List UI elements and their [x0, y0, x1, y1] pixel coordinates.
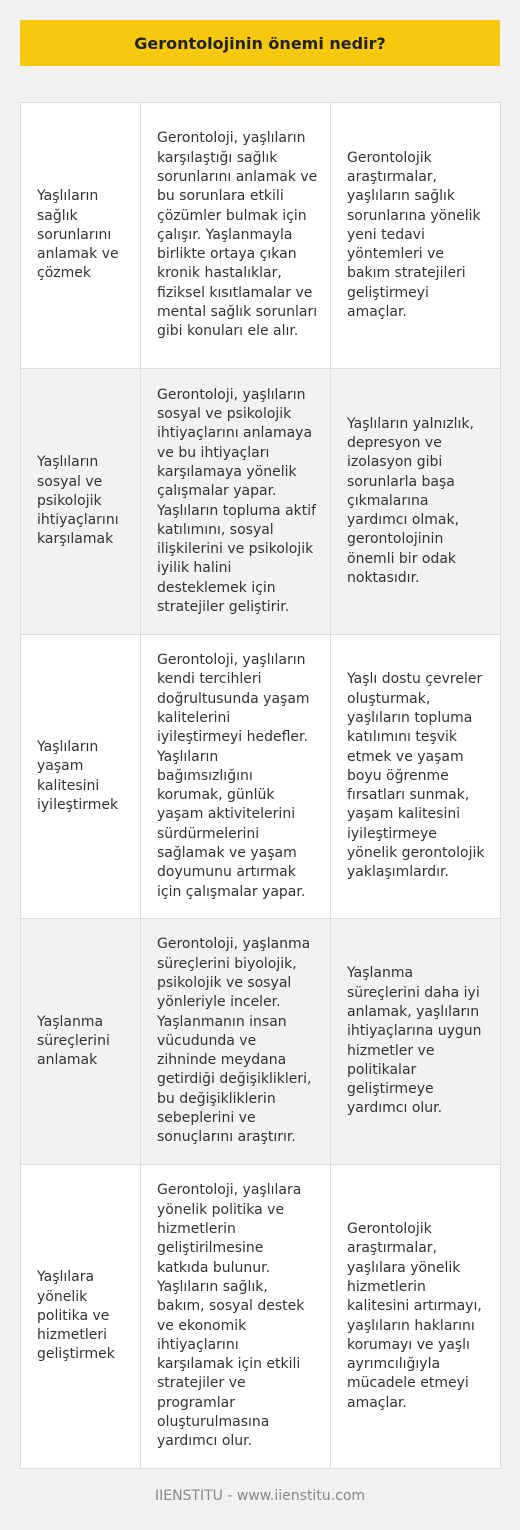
row-description: Gerontoloji, yaşlıların karşılaştığı sağlık sorunlarını anlamak ve bu sorunlara etkili çözümler bulmak için çalışır. Yaşlanmayla birlikte ortaya çıkan kronik hastalıklar, fiziksel kısıtlamalar ve mental sağlık sorunları gibi konuları ele alır. [141, 103, 331, 369]
footer-text: IIENSTITU - www.iienstitu.com [154, 1488, 366, 1504]
row-heading: Yaşlılara yönelik politika ve hizmetleri geliştirmek [21, 1165, 141, 1469]
content-table [20, 102, 501, 1469]
row-heading: Yaşlıların sosyal ve psikolojik ihtiyaçlarını karşılamak [21, 369, 141, 635]
table-row [21, 103, 501, 369]
row-impact: Gerontolojik araştırmalar, yaşlıların sağlık sorunlarına yönelik yeni tedavi yöntemleri ve bakım stratejileri geliştirmeyi amaçlar. [331, 103, 501, 369]
row-impact: Yaşlanma süreçlerini daha iyi anlamak, yaşlıların ihtiyaçlarına uygun hizmetler ve politikalar geliştirmeye yardımcı olur. [331, 919, 501, 1165]
row-impact: Gerontolojik araştırmalar, yaşlılara yönelik hizmetlerin kalitesini artırmayı, yaşlıların haklarını korumayı ve yaşlı ayrımcılığıyla mücadele etmeyi amaçlar. [331, 1165, 501, 1469]
table-row [21, 369, 501, 635]
row-heading: Yaşlıların yaşam kalitesini iyileştirmek [21, 635, 141, 919]
row-description: Gerontoloji, yaşlıların kendi tercihleri doğrultusunda yaşam kalitelerini iyileştirmeyi hedefler. Yaşlıların bağımsızlığını korumak, günlük yaşam aktivitelerini sürdürmelerini sağlamak ve yaşam doyumunu artırmak için çalışmalar yapar. [141, 635, 331, 919]
row-description: Gerontoloji, yaşlılara yönelik politika ve hizmetlerin geliştirilmesine katkıda bulunur. Yaşlıların sağlık, bakım, sosyal destek ve ekonomik ihtiyaçlarını karşılamak için etkili stratejiler ve programlar oluşturulmasına yardımcı olur. [141, 1165, 331, 1469]
row-description: Gerontoloji, yaşlıların sosyal ve psikolojik ihtiyaçlarını anlamaya ve bu ihtiyaçları karşılamaya yönelik çalışmalar yapar. Yaşlıların topluma aktif katılımını, sosyal ilişkilerini ve psikolojik iyilik halini desteklemek için stratejiler geliştirir. [141, 369, 331, 635]
page-title: Gerontolojinin önemi nedir? [20, 20, 500, 66]
row-impact: Yaşlı dostu çevreler oluşturmak, yaşlıların topluma katılımını teşvik etmek ve yaşam boyu öğrenme fırsatları sunmak, yaşam kalitesini iyileştirmeye yönelik gerontolojik yaklaşımlardır. [331, 635, 501, 919]
row-heading: Yaşlıların sağlık sorunlarını anlamak ve çözmek [21, 103, 141, 369]
row-description: Gerontoloji, yaşlanma süreçlerini biyolojik, psikolojik ve sosyal yönleriyle inceler. Yaşlanmanın insan vücudunda ve zihninde meydana getirdiği değişiklikleri, bu değişikliklerin sebeplerini ve sonuçlarını araştırır. [141, 919, 331, 1165]
table-row [21, 1165, 501, 1469]
table-row [21, 635, 501, 919]
row-heading: Yaşlanma süreçlerini anlamak [21, 919, 141, 1165]
row-impact: Yaşlıların yalnızlık, depresyon ve izolasyon gibi sorunlarla başa çıkmalarına yardımcı olmak, gerontolojinin önemli bir odak noktasıdır. [331, 369, 501, 635]
table-row [21, 919, 501, 1165]
